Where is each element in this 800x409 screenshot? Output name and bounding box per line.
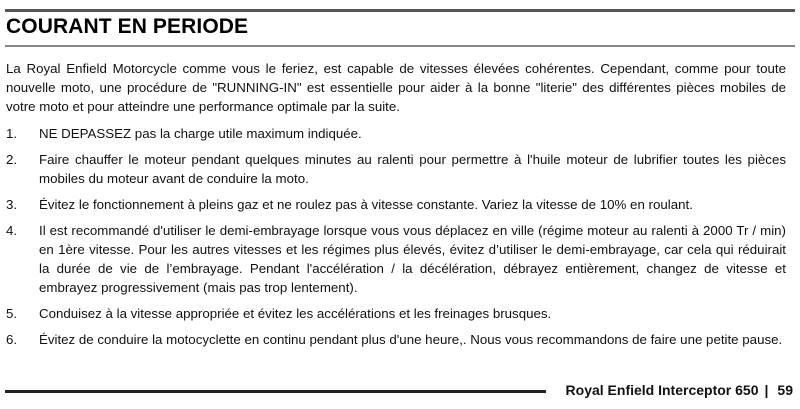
list-item-text: Évitez de conduire la motocyclette en continu pendant plus d'une heure,. Nous vous recommandons de faire une petite pause. [39,332,783,347]
footer-separator: | [764,382,769,398]
list-item [6,150,786,188]
list-item-text: NE DEPASSEZ pas la charge utile maximum indiquée. [39,126,362,141]
list-item-number: 1. [6,126,18,141]
footer-text [566,382,793,398]
list-item-text: Faire chauffer le moteur pendant quelques minutes au ralenti pour permettre à l'huile moteur de lubrifier toutes les pièces mobiles du moteur avant de conduire la moto. [39,152,786,186]
title-rule [5,45,795,47]
list-item-number: 2. [6,152,18,167]
list-item-text: Conduisez à la vitesse appropriée et évitez les accélérations et les freinages brusques. [39,306,552,321]
list-item-number: 4. [6,223,18,238]
list-item-text: Évitez le fonctionnement à pleins gaz et ne roulez pas à vitesse constante. Variez la vitesse de 10% en roulant. [39,197,693,212]
page-content [6,59,786,356]
running-in-list [6,124,786,349]
page-number: 59 [777,382,793,398]
top-rule [5,9,795,12]
intro-paragraph: La Royal Enfield Motorcycle comme vous le feriez, est capable de vitesses élevées cohérentes. Cependant, comme pour toute nouvelle moto, une procédure de "RUNNING-IN" est essentielle pour aider à la bonne "literie" des différentes pièces mobiles de votre moto et pour atteindre une performance optimale par la suite. [6,61,786,114]
footer-model-name: Royal Enfield Interceptor 650 [565,382,759,398]
list-item [6,330,786,349]
footer-rule [5,390,546,393]
list-item [6,221,786,297]
page-footer [5,380,795,402]
list-item-number: 6. [6,332,18,347]
section-title: COURANT EN PERIODE [6,15,249,38]
list-item [6,304,786,323]
list-item [6,124,786,143]
list-item [6,195,786,214]
list-item-text: Il est recommandé d'utiliser le demi-embrayage lorsque vous vous déplacez en ville (régime moteur au ralenti à 2000 Tr / min) en 1ère vitesse. Pour les autres vitesses et les régimes plus élevés, évitez d’utiliser le demi-embrayage, car cela qui réduirait la durée de vie de l’embrayage. Pendant l'accélération / la décélération, débrayez entièrement, changez de vitesse et embrayez progressivement (mais pas trop lentement). [39,223,786,295]
list-item-number: 5. [6,306,18,321]
list-item-number: 3. [6,197,18,212]
